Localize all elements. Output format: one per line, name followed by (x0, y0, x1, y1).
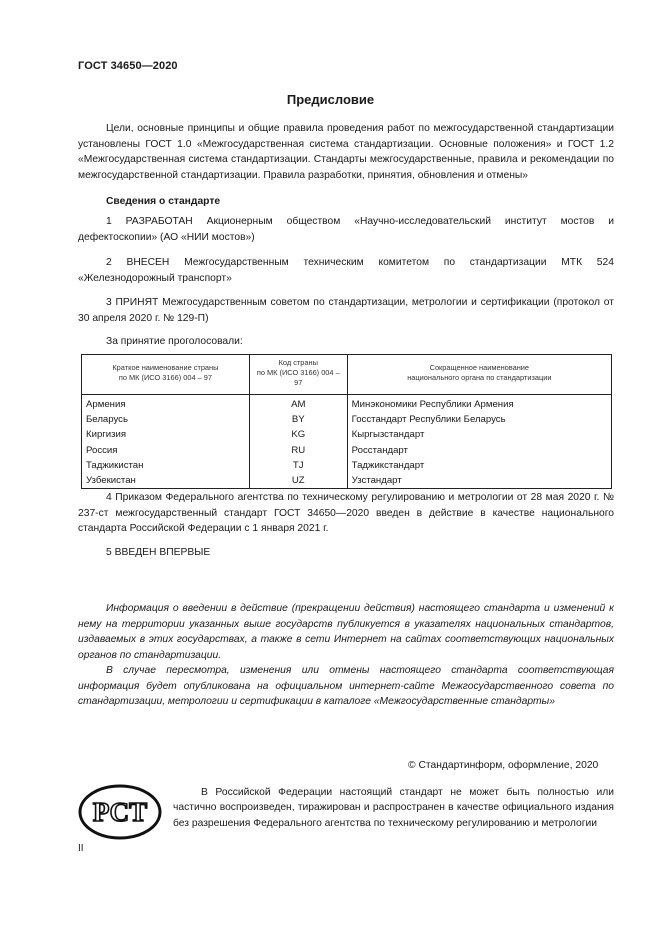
item-4-paragraph (78, 490, 614, 537)
header-national-body: Сокращенное наименование национального органа по стандартизации (347, 355, 611, 395)
cell-body: Росстандарт (347, 443, 611, 458)
rights-note (173, 785, 614, 831)
cell-country: Беларусь (82, 412, 250, 427)
cell-body: Таджикстандарт (347, 458, 611, 473)
rights-note-text: В Российской Федерации настоящий стандарт не может быть полностью или частично воспроизведен, тиражирован и распространен в качестве официального издания без разрешения Федерального агентства по техническому регулированию и метрологии (173, 787, 614, 829)
cell-code: UZ (249, 473, 347, 489)
cell-body: Госстандарт Республики Беларусь (347, 412, 611, 427)
rst-logo-icon (78, 783, 162, 841)
header-country: Краткое наименование страны по МК (ИСО 3166) 004 – 97 (82, 355, 250, 395)
item-5-text: 5 ВВЕДЕН ВПЕРВЫЕ (106, 547, 211, 558)
votes-table-header-row (82, 355, 612, 395)
votes-intro-paragraph (78, 334, 614, 350)
cell-code: TJ (249, 458, 347, 473)
cell-body: Кыргызстандарт (347, 427, 611, 442)
info-1-text: Информация о введении в действие (прекращении действия) настоящего стандарта и изменений к нему на территории указанных выше государств публикуется в указателях национальных стандартов, издаваемых в этих государствах, а также в сети Интернет на сайтах соответствующих национальных органов по стандартизации. (78, 603, 614, 661)
cell-country: Узбекистан (82, 473, 250, 489)
votes-table (81, 354, 612, 489)
votes-intro-text: За принятие проголосовали: (106, 336, 243, 347)
info-paragraph-2 (78, 663, 614, 710)
item-1-text: 1 РАЗРАБОТАН Акционерным обществом «Научно-исследовательский институт мостов и дефектоскопии» (АО «НИИ мостов») (78, 216, 614, 243)
header-country-code: Код страны по МК (ИСО 3166) 004 – 97 (249, 355, 347, 395)
cell-country: Киргизия (82, 427, 250, 442)
cell-code: RU (249, 443, 347, 458)
section-title: Сведения о стандарте (106, 196, 221, 207)
intro-paragraph (78, 121, 614, 183)
cell-code: BY (249, 412, 347, 427)
item-4-text: 4 Приказом Федерального агентства по техническому регулированию и метрологии от 28 мая 2020 г. № 237-ст межгосударственный стандарт ГОСТ 34650—2020 введен в действие в качестве национального стандарта Российской Федерации с 1 января 2021 г. (78, 492, 614, 534)
info-paragraph-1 (78, 601, 614, 663)
logo-lettering: РСТ (92, 797, 148, 827)
copyright-line: © Стандартинформ, оформление, 2020 (408, 760, 599, 771)
table-row (82, 458, 612, 473)
item-2-text: 2 ВНЕСЕН Межгосударственным техническим комитетом по стандартизации МТК 524 «Железнодорожный транспорт» (78, 257, 614, 284)
item-3-paragraph (78, 295, 614, 326)
table-row (82, 427, 612, 442)
item-3-text: 3 ПРИНЯТ Межгосударственным советом по стандартизации, метрологии и сертификации (протокол от 30 апреля 2020 г. № 129-П) (78, 297, 614, 324)
info-2-text: В случае пересмотра, изменения или отмены настоящего стандарта соответствующая информация будет опубликована на официальном интернет-сайте Межгосударственного совета по стандартизации, метрологии и сертификации в каталоге «Межгосударственные стандарты» (78, 665, 614, 707)
cell-body: Минэкономики Республики Армения (347, 395, 611, 413)
item-5-paragraph (78, 545, 614, 561)
intro-text: Цели, основные принципы и общие правила проведения работ по межгосударственной стандартизации установлены ГОСТ 1.0 «Межгосударственная система стандартизации. Основные положения» и ГОСТ 1.2 «Межгосударственная система стандартизации. Стандарты межгосударственные, правила и рекомендации по межгосударственной стандартизации. Правила разработки, принятия, обновления и отмены» (78, 123, 614, 181)
table-row (82, 443, 612, 458)
cell-country: Таджикистан (82, 458, 250, 473)
cell-code: AM (249, 395, 347, 413)
document-code-header: ГОСТ 34650—2020 (78, 60, 178, 72)
cell-code: KG (249, 427, 347, 442)
cell-body: Узстандарт (347, 473, 611, 489)
cell-country: Россия (82, 443, 250, 458)
item-2-paragraph (78, 255, 614, 286)
page-title: Предисловие (286, 92, 375, 107)
table-row (82, 473, 612, 489)
page-number: II (78, 843, 84, 854)
item-1-paragraph (78, 214, 614, 245)
table-row (82, 412, 612, 427)
cell-country: Армения (82, 395, 250, 413)
table-row (82, 395, 612, 413)
